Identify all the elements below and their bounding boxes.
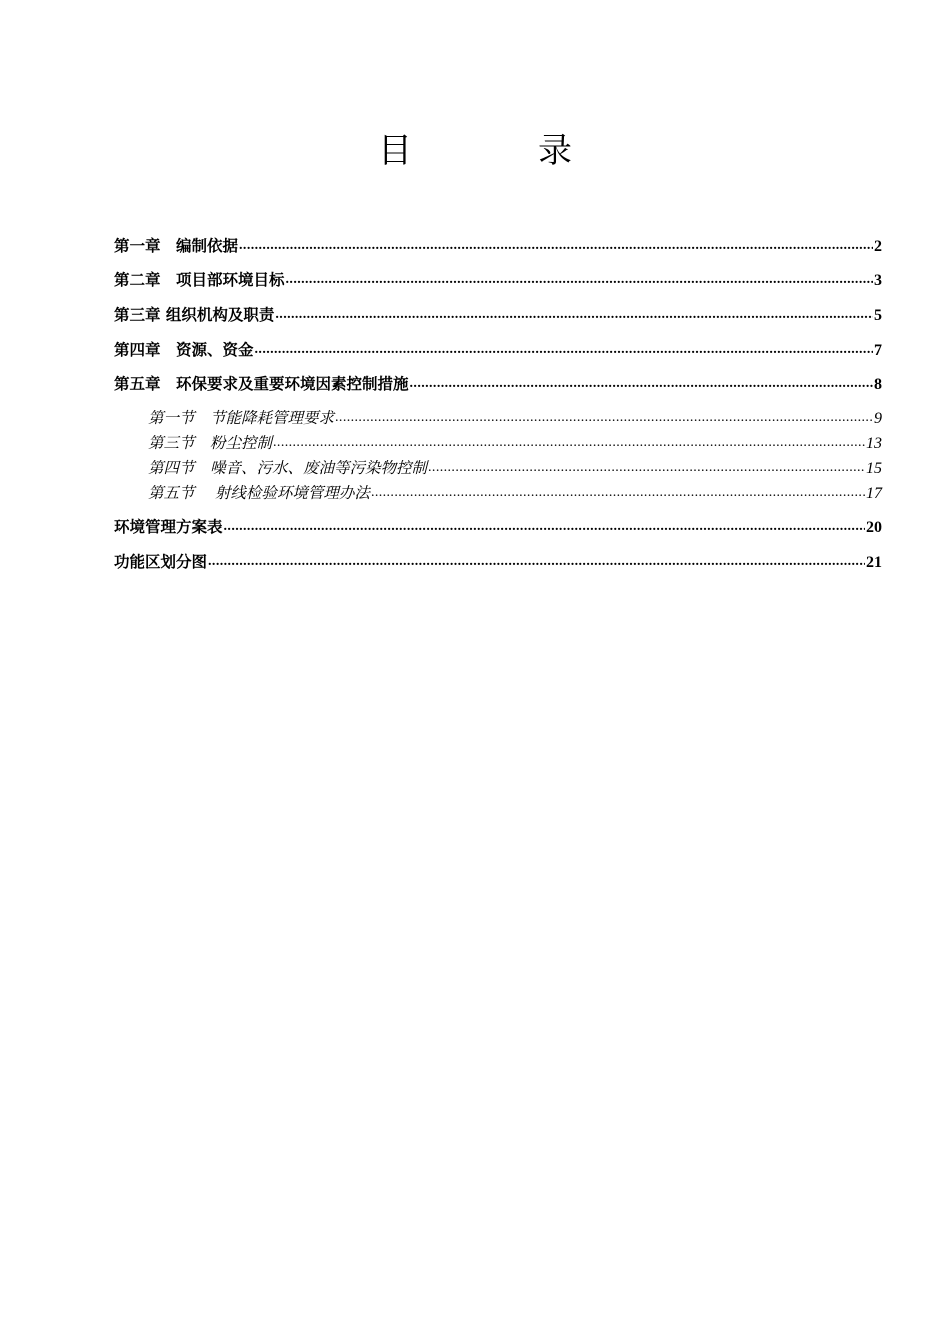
toc-page-number: 8 [874, 376, 882, 393]
dot-leader [410, 372, 873, 394]
toc-entry-chapter-5[interactable] [114, 372, 882, 394]
toc-entry-chapter-4[interactable] [114, 338, 882, 360]
dot-leader [255, 338, 873, 360]
dot-leader [275, 303, 873, 325]
toc-entry-text: 第一章 编制依据 [114, 237, 239, 255]
toc-entry-appendix-table[interactable] [114, 515, 882, 537]
toc-entry-text: 第二章 项目部环境目标 [114, 271, 285, 289]
dot-leader [224, 515, 865, 537]
toc-entry-chapter-2[interactable] [114, 268, 882, 290]
toc-entry-text: 第五章 环保要求及重要环境因素控制措施 [114, 375, 409, 393]
toc-entry-text: 第一节 节能降耗管理要求 [148, 409, 335, 427]
dot-leader [335, 406, 873, 428]
toc-page-number: 20 [866, 519, 882, 536]
dot-leader [428, 456, 865, 478]
toc-entry-text: 第四章 资源、资金 [114, 341, 254, 359]
toc-entry-text: 功能区划分图 [114, 553, 208, 571]
toc-entry-text: 第三节 粉尘控制 [148, 434, 273, 452]
toc-entry-appendix-map[interactable] [114, 550, 882, 572]
toc-entry-text: 第四节 噪音、污水、废油等污染物控制 [148, 459, 428, 477]
toc-page-number: 2 [874, 238, 882, 255]
toc-page-number: 7 [874, 342, 882, 359]
toc-title: 目 录 [378, 131, 618, 171]
toc-entry-chapter-3[interactable] [114, 303, 882, 325]
toc-page-number: 5 [874, 307, 882, 324]
dot-leader [273, 431, 865, 453]
toc-entry-text: 第五节 射线检验环境管理办法 [148, 484, 370, 502]
toc-entry-section-3[interactable] [148, 431, 882, 453]
dot-leader [208, 550, 865, 572]
toc-page-number: 13 [866, 435, 882, 452]
toc-entry-section-1[interactable] [148, 406, 882, 428]
toc-entry-chapter-1[interactable] [114, 234, 882, 256]
toc-page-number: 15 [866, 460, 882, 477]
toc-entry-text: 第三章 组织机构及职责 [114, 306, 275, 324]
toc-page-number: 21 [866, 554, 882, 571]
toc-page-number: 9 [874, 410, 882, 427]
toc-page-number: 17 [866, 485, 882, 502]
toc-entry-section-5[interactable] [148, 481, 882, 503]
toc-page-number: 3 [874, 272, 882, 289]
dot-leader [239, 234, 873, 256]
toc-entry-text: 环境管理方案表 [114, 518, 223, 536]
dot-leader [371, 481, 865, 503]
toc-entry-section-4[interactable] [148, 456, 882, 478]
dot-leader [286, 268, 873, 290]
